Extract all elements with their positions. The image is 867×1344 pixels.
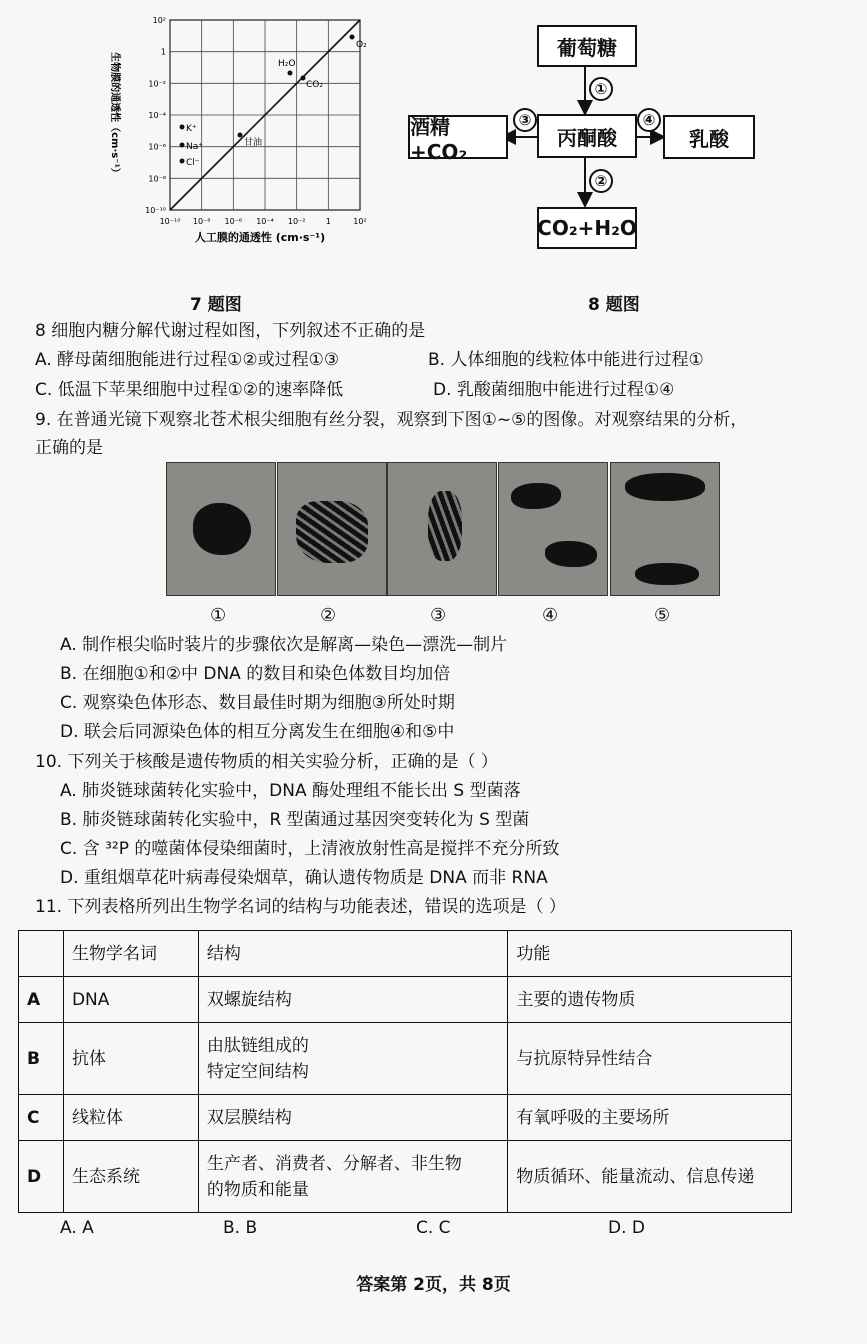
pyruvate-box: 丙酮酸 — [537, 114, 637, 158]
table-cell: D — [19, 1141, 64, 1213]
q10-stem: 10. 下列关于核酸是遗传物质的相关实验分析，正确的是（ ） — [35, 752, 498, 772]
table-cell: 抗体 — [63, 1023, 198, 1095]
micrograph-label-4: ④ — [542, 605, 559, 626]
q11-option-b: B. B — [223, 1218, 258, 1238]
table-cell: 物质循环、能量流动、信息传递 — [508, 1141, 792, 1213]
table-cell: 由肽链组成的 特定空间结构 — [198, 1023, 508, 1095]
lactic-acid-box: 乳酸 — [663, 115, 755, 159]
data-point-label: 甘油 — [244, 138, 263, 148]
q8-stem: 8 细胞内糖分解代谢过程如图，下列叙述不正确的是 — [35, 321, 426, 341]
q9-stem: 9. 在普通光镜下观察北苍术根尖细胞有丝分裂，观察到下图①~⑤的图像。对观察结果的分析， — [35, 410, 748, 430]
data-point-label: Cl⁻ — [186, 158, 200, 168]
chart-points — [180, 35, 368, 169]
table-row — [19, 1023, 792, 1095]
y-tick-label: 10⁻⁶ — [148, 142, 166, 152]
q9-option-a: A. 制作根尖临时装片的步骤依次是解离—染色—漂洗—制片 — [60, 635, 508, 655]
table-cell: 有氧呼吸的主要场所 — [508, 1095, 792, 1141]
data-point — [180, 143, 185, 148]
table-cell: 双螺旋结构 — [198, 977, 508, 1023]
q8-option-c: C. 低温下苹果细胞中过程①②的速率降低 — [35, 380, 344, 400]
q9-option-b: B. 在细胞①和②中 DNA 的数目和染色体数目均加倍 — [60, 664, 451, 684]
alcohol-co2-box: 酒精+CO₂ — [408, 115, 508, 159]
x-tick-label: 10⁻² — [287, 217, 306, 226]
table-header-cell: 生物学名词 — [63, 931, 198, 977]
data-point-label: CO₂ — [306, 80, 323, 90]
table-cell: 线粒体 — [63, 1095, 198, 1141]
y-tick-label: 1 — [160, 47, 166, 57]
process-2-label: ② — [589, 169, 613, 193]
glucose-box: 葡萄糖 — [537, 25, 637, 67]
process-1-label: ① — [589, 77, 613, 101]
data-point-label: O₂ — [356, 40, 367, 50]
q9-option-d: D. 联会后同源染色体的相互分离发生在细胞④和⑤中 — [60, 722, 455, 742]
x-tick-label: 10⁻⁶ — [224, 217, 243, 226]
chart-xlabel: 人工膜的通透性 (cm·s⁻¹) — [194, 231, 326, 244]
micrograph-3 — [387, 462, 497, 596]
data-point — [301, 76, 306, 81]
table-cell: A — [19, 977, 64, 1023]
table-row — [19, 977, 792, 1023]
x-tick-label: 10⁻⁴ — [256, 217, 274, 226]
process-3-label: ③ — [513, 108, 537, 132]
q10-option-d: D. 重组烟草花叶病毒侵染烟草，确认遗传物质是 DNA 而非 RNA — [60, 868, 548, 888]
micrograph-5 — [610, 462, 720, 596]
data-point-label: K⁺ — [186, 124, 197, 134]
chart-ylabel: 生物膜的通透性（cm·s⁻¹） — [109, 52, 120, 178]
x-tick-label: 1 — [325, 217, 331, 226]
micrograph-label-2: ② — [320, 605, 337, 626]
q11-option-d: D. D — [608, 1218, 645, 1238]
micrograph-label-5: ⑤ — [654, 605, 671, 626]
table-cell: 生态系统 — [63, 1141, 198, 1213]
q10-option-a: A. 肺炎链球菌转化实验中，DNA 酶处理组不能长出 S 型菌落 — [60, 781, 521, 801]
data-point — [180, 125, 185, 130]
q8-option-d: D. 乳酸菌细胞中能进行过程①④ — [433, 380, 675, 400]
x-tick-label: 10⁻⁸ — [192, 217, 211, 226]
data-point — [238, 133, 243, 138]
figure8-caption: 8 题图 — [588, 295, 640, 315]
data-point — [288, 71, 293, 76]
micrograph-1 — [166, 462, 276, 596]
permeability-chart — [109, 15, 380, 245]
micrograph-2 — [277, 462, 387, 596]
q9-option-c: C. 观察染色体形态、数目最佳时期为细胞③所处时期 — [60, 693, 455, 713]
q10-option-c: C. 含 ³²P 的噬菌体侵染细菌时，上清液放射性高是搅拌不充分所致 — [60, 839, 560, 859]
q10-option-b: B. 肺炎链球菌转化实验中，R 型菌通过基因突变转化为 S 型菌 — [60, 810, 530, 830]
data-point — [180, 159, 185, 164]
page-footer: 答案第 2页，共 8页 — [356, 1275, 511, 1295]
table-cell: 与抗原特异性结合 — [508, 1023, 792, 1095]
micrograph-label-1: ① — [210, 605, 227, 626]
process-4-label: ④ — [637, 108, 661, 132]
table-cell: 双层膜结构 — [198, 1095, 508, 1141]
y-tick-label: 10⁻⁸ — [148, 174, 166, 184]
table-header-cell — [19, 931, 64, 977]
table-cell: B — [19, 1023, 64, 1095]
q11-table — [18, 930, 792, 1213]
figure7-caption: 7 题图 — [190, 295, 242, 315]
q8-option-b: B. 人体细胞的线粒体中能进行过程① — [428, 350, 704, 370]
table-row — [19, 1141, 792, 1213]
table-header-cell: 功能 — [508, 931, 792, 977]
x-tick-label: 10⁻¹⁰ — [159, 217, 181, 226]
y-tick-label: 10⁻¹⁰ — [145, 206, 166, 215]
table-row — [19, 1095, 792, 1141]
table-cell: C — [19, 1095, 64, 1141]
micrograph-label-3: ③ — [430, 605, 447, 626]
co2-water-box: CO₂+H₂O — [537, 207, 637, 249]
table-cell: 主要的遗传物质 — [508, 977, 792, 1023]
y-tick-label: 10⁻⁴ — [148, 111, 166, 120]
data-point — [350, 35, 355, 40]
table-cell: DNA — [63, 977, 198, 1023]
q9-stem-continued: 正确的是 — [35, 438, 103, 458]
q11-option-c: C. C — [416, 1218, 451, 1238]
table-cell: 生产者、消费者、分解者、非生物 的物质和能量 — [198, 1141, 508, 1213]
x-tick-label: 10² — [353, 217, 367, 226]
q11-stem: 11. 下列表格所列出生物学名词的结构与功能表述，错误的选项是（ ） — [35, 897, 566, 917]
data-point-label: Na⁺ — [186, 142, 203, 152]
data-point-label: H₂O — [278, 59, 296, 69]
table-header-row — [19, 931, 792, 977]
q8-option-a: A. 酵母菌细胞能进行过程①②或过程①③ — [35, 350, 340, 370]
table-header-cell: 结构 — [198, 931, 508, 977]
y-tick-label: 10² — [152, 16, 166, 25]
q11-option-a: A. A — [60, 1218, 94, 1238]
y-tick-label: 10⁻² — [148, 79, 166, 89]
micrograph-4 — [498, 462, 608, 596]
